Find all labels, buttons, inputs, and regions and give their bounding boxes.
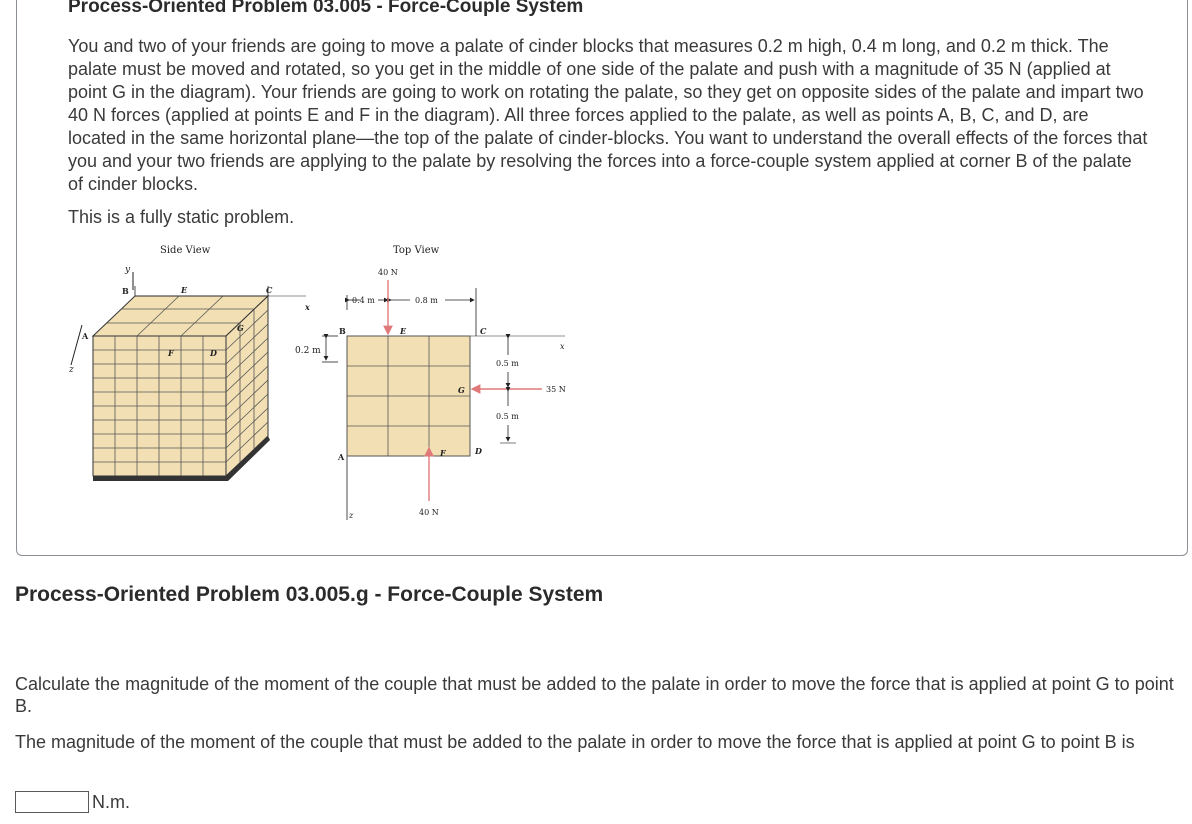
top-dim-04: 0.4 m (352, 296, 375, 305)
top-label-D: D (475, 446, 482, 456)
side-z-label: z (69, 365, 74, 375)
side-z-axis (71, 325, 82, 365)
problem-figure (60, 238, 620, 528)
top-view-title: Top View (393, 245, 440, 256)
top-dim-05-bottom: 0.5 m (496, 412, 519, 421)
top-dim-08: 0.8 m (415, 296, 438, 305)
side-view-title: Side View (160, 245, 211, 256)
problem-title: Process-Oriented Problem 03.005 - Force-Couple System (68, 0, 584, 17)
top-label-B: B (339, 326, 346, 336)
side-label-D: D (210, 348, 217, 358)
top-force-E-label: 40 N (378, 268, 398, 277)
side-y-label: y (125, 265, 131, 275)
side-label-G: G (237, 323, 244, 333)
top-label-A: A (338, 452, 345, 462)
top-label-F: F (440, 448, 446, 458)
top-label-G: G (458, 385, 465, 395)
side-label-F: F (168, 348, 174, 358)
static-note: This is a fully static problem. (68, 207, 295, 227)
side-label-x: x (305, 302, 310, 312)
answer-unit: N.m. (92, 791, 130, 812)
side-label-B: B (122, 286, 129, 296)
top-force-G-label: 35 N (546, 385, 566, 394)
top-label-E: E (400, 326, 407, 336)
side-label-E: E (181, 285, 188, 295)
top-label-z: z (349, 511, 354, 520)
part-g-prompt: The magnitude of the moment of the couple that must be added to the palate in order to move the force that is applied at point G to point B is (15, 732, 1135, 752)
answer-input[interactable] (15, 791, 89, 813)
top-label-x: x (560, 342, 565, 351)
problem-intro: You and two of your friends are going to move a palate of cinder blocks that measures 0.2 m high, 0.4 m long, and 0.2 m thick. The palate must be moved and rotated, so you get in the middle of one side of the palate and push with a magnitude of 35 N (applied at point G in the diagram). Your friends are going to work on rotating the palate, so they get on opposite sides of the palate and impart two 40 N forces (applied at points E and F in the diagram). All three forces applied to the palate, as well as points A, B, C, and D, are located in the same horizontal plane—the top of the palate of cinder-blocks. You want to understand the overall effects of the forces that you and your two friends are applying to the palate by resolving the forces into a force-couple system applied at corner B of the palate of cinder blocks. (68, 36, 1148, 194)
answer-row (15, 791, 130, 813)
side-label-A: A (82, 331, 89, 341)
top-dim-05-top: 0.5 m (496, 359, 519, 368)
side-label-C: C (266, 285, 273, 295)
top-label-C: C (480, 326, 487, 336)
part-g-question: Calculate the magnitude of the moment of the couple that must be added to the palate in order to move the force that is applied at point G to point B. (15, 674, 1174, 716)
top-force-F-label: 40 N (419, 508, 439, 517)
part-g-title: Process-Oriented Problem 03.005.g - Force-Couple System (15, 583, 604, 606)
side-height-dim: 0.2 m (295, 346, 321, 356)
